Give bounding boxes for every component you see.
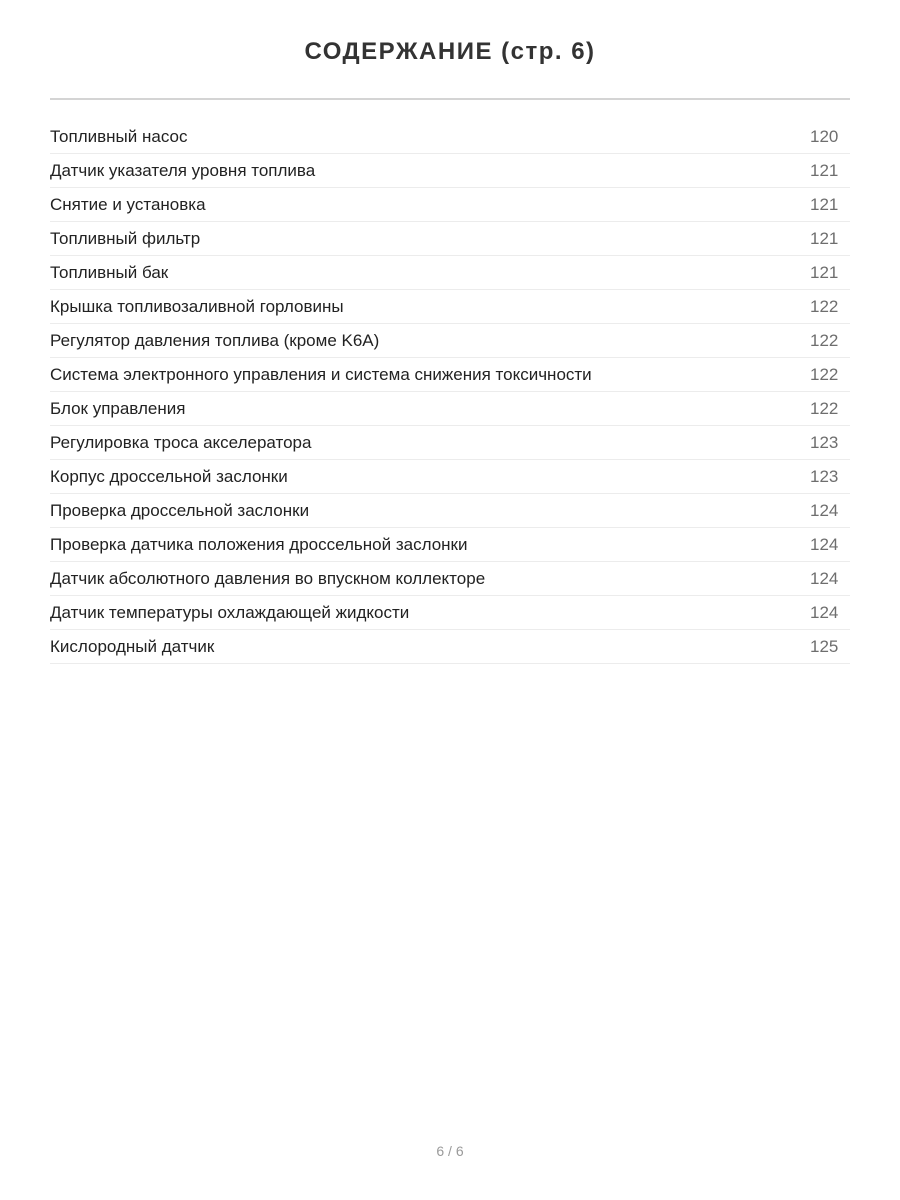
toc-entry-title: Система электронного управления и система снижения токсичности	[50, 364, 592, 384]
toc-entry-title: Блок управления	[50, 398, 186, 418]
document-page	[50, 0, 850, 1200]
toc-entry[interactable]	[50, 188, 850, 222]
toc-entry-page: 122	[810, 330, 839, 350]
toc-entry[interactable]	[50, 630, 850, 664]
toc-entry[interactable]	[50, 256, 850, 290]
page-indicator: 6 / 6	[436, 1143, 464, 1159]
toc-entry-title: Датчик указателя уровня топлива	[50, 160, 316, 180]
toc-entry[interactable]	[50, 154, 850, 188]
toc-entry[interactable]	[50, 596, 850, 630]
toc-entry-page: 121	[810, 194, 839, 214]
title-divider	[50, 98, 850, 100]
toc-entry[interactable]	[50, 290, 850, 324]
toc-entry-page: 124	[810, 534, 839, 554]
toc-entry-title: Проверка датчика положения дроссельной заслонки	[50, 534, 468, 554]
toc-entry-title: Проверка дроссельной заслонки	[50, 500, 310, 520]
page-title: СОДЕРЖАНИЕ (стр. 6)	[304, 38, 596, 65]
toc-entry[interactable]	[50, 562, 850, 596]
toc-entry[interactable]	[50, 358, 850, 392]
toc-entry-title: Датчик температуры охлаждающей жидкости	[50, 602, 410, 622]
toc-entry[interactable]	[50, 392, 850, 426]
toc-entry[interactable]	[50, 222, 850, 256]
toc-entry-page: 122	[810, 364, 839, 384]
toc-entry-title: Кислородный датчик	[50, 636, 215, 656]
toc-entry-page: 123	[810, 432, 839, 452]
toc-entry-page: 122	[810, 296, 839, 316]
toc-entry-title: Топливный бак	[50, 262, 169, 282]
toc-entry-title: Крышка топливозаливной горловины	[50, 296, 344, 316]
toc-entry-page: 125	[810, 636, 839, 656]
toc-entry-title: Регулировка троса акселератора	[50, 432, 312, 452]
toc-entry[interactable]	[50, 494, 850, 528]
toc-entry[interactable]	[50, 324, 850, 358]
toc-entry-page: 124	[810, 500, 839, 520]
toc-entry-title: Регулятор давления топлива (кроме K6A)	[50, 330, 380, 350]
toc-entry[interactable]	[50, 528, 850, 562]
toc-entry-page: 122	[810, 398, 839, 418]
toc-entry-title: Снятие и установка	[50, 194, 206, 214]
toc-entry-page: 121	[810, 160, 839, 180]
toc-entry[interactable]	[50, 426, 850, 460]
toc-entry-page: 124	[810, 568, 839, 588]
toc-entry[interactable]	[50, 460, 850, 494]
toc-entry[interactable]	[50, 120, 850, 154]
toc-entry-page: 120	[810, 126, 839, 146]
toc-entry-title: Топливный насос	[50, 126, 188, 146]
toc-entry-title: Топливный фильтр	[50, 228, 201, 248]
toc-entry-page: 121	[810, 228, 839, 248]
toc-entry-title: Корпус дроссельной заслонки	[50, 466, 288, 486]
toc-entry-page: 124	[810, 602, 839, 622]
toc-entry-title: Датчик абсолютного давления во впускном коллекторе	[50, 568, 486, 588]
toc-entry-page: 123	[810, 466, 839, 486]
toc-entry-page: 121	[810, 262, 839, 282]
table-of-contents	[50, 120, 850, 664]
